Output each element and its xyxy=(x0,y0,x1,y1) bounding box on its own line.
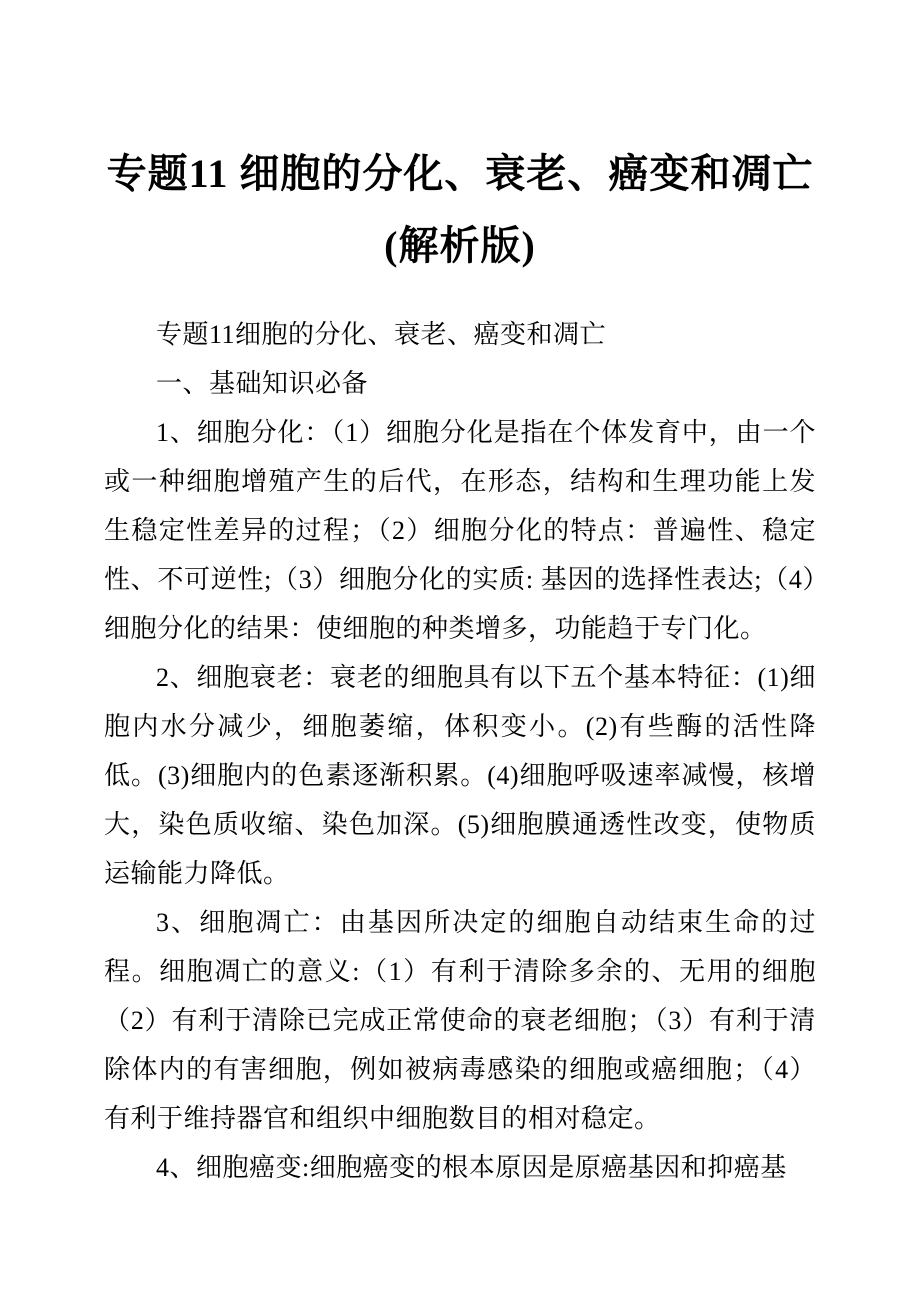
document-title: 专题11 细胞的分化、衰老、癌变和凋亡(解析版) xyxy=(106,151,814,268)
document-body xyxy=(104,310,816,1192)
paragraph-cell-cancer: 4、细胞癌变:细胞癌变的根本原因是原癌基因和抑癌基 xyxy=(156,1153,787,1182)
paragraph-section-heading: 一、基础知识必备 xyxy=(156,369,369,398)
paragraph-cell-aging: 2、细胞衰老：衰老的细胞具有以下五个基本特征：(1)细胞内水分减少，细胞萎缩，体积变小。(2)有些酶的活性降低。(3)细胞内的色素逐渐积累。(4)细胞呼吸速率减慢，核增大，染色质收缩、染色加深。(5)细胞膜通透性改变，使物质运输能力降低。 xyxy=(104,663,816,888)
paragraph-heading: 专题11细胞的分化、衰老、癌变和凋亡 xyxy=(156,320,607,349)
paragraph-cell-apoptosis: 3、细胞凋亡：由基因所决定的细胞自动结束生命的过程。细胞凋亡的意义:（1）有利于清除多余的、无用的细胞（2）有利于清除已完成正常使命的衰老细胞；（3）有利于清除体内的有害细胞，例如被病毒感染的细胞或癌细胞；（4）有利于维持器官和组织中细胞数目的相对稳定。 xyxy=(104,908,816,1133)
paragraph-cell-differentiation: 1、细胞分化：（1）细胞分化是指在个体发育中，由一个或一种细胞增殖产生的后代，在形态，结构和生理功能上发生稳定性差异的过程；（2）细胞分化的特点：普遍性、稳定性、不可逆性;（3）细胞分化的实质: 基因的选择性表达;（4）细胞分化的结果：使细胞的种类增多，功能趋于专门化。 xyxy=(104,418,816,643)
